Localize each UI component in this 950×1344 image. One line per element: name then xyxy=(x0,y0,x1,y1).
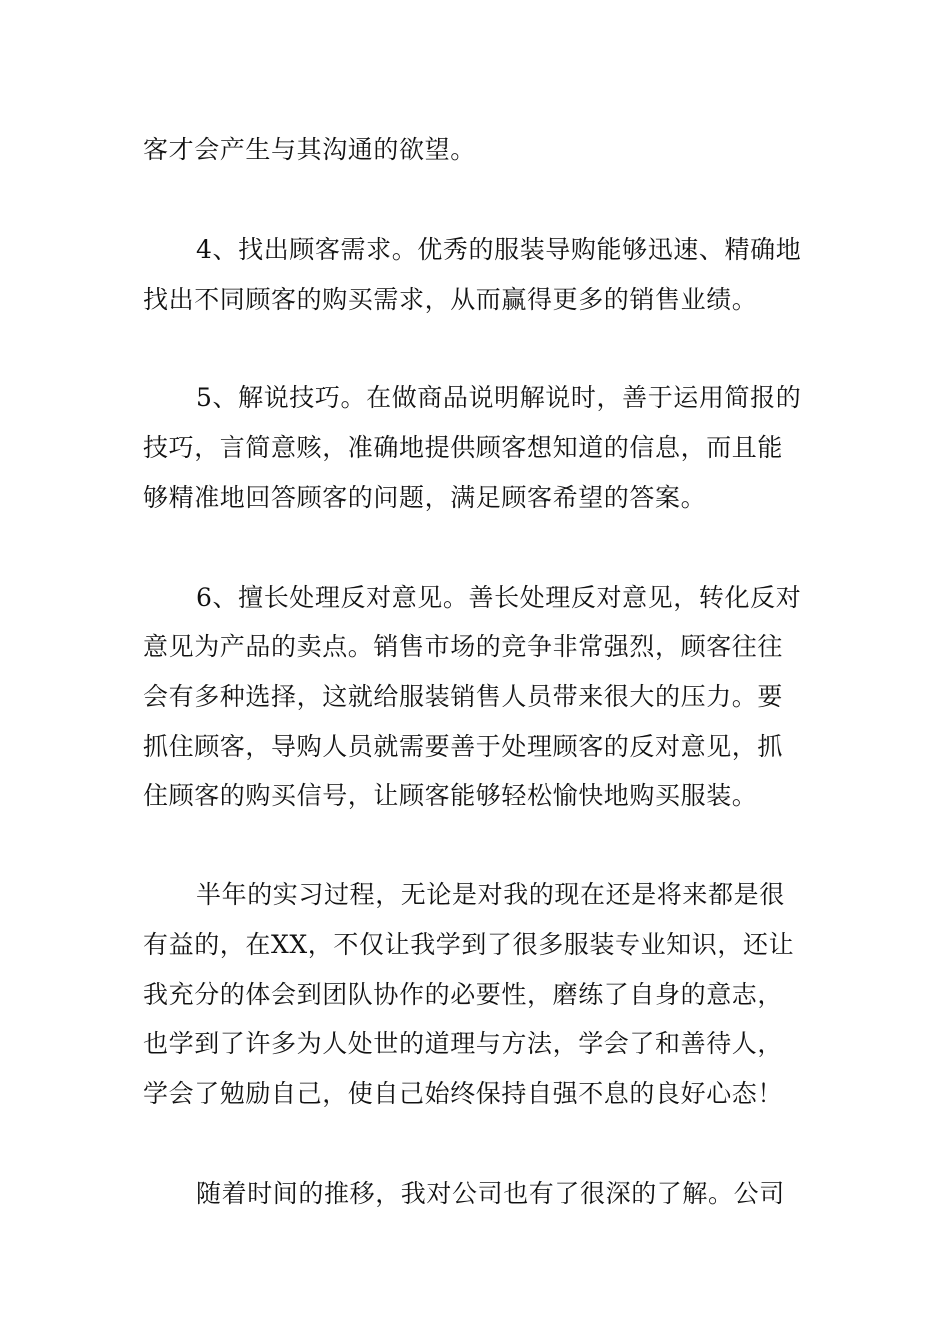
text-line: 意见为产品的卖点。销售市场的竞争非常强烈，顾客往往 xyxy=(143,632,784,661)
text-line: 5、解说技巧。在做商品说明解说时，善于运用简报的 xyxy=(196,383,802,412)
text-line: 学会了勉励自己，使自己始终保持自强不息的良好心态！ xyxy=(143,1079,784,1108)
text-line: 够精准地回答顾客的问题，满足顾客希望的答案。 xyxy=(143,483,707,512)
text-line: 半年的实习过程，无论是对我的现在还是将来都是很 xyxy=(196,880,785,909)
text-line: 有益的，在XX，不仅让我学到了很多服装专业知识，还让 xyxy=(143,930,795,959)
text-line: 找出不同顾客的购买需求，从而赢得更多的销售业绩。 xyxy=(143,285,758,314)
text-line: 我充分的体会到团队协作的必要性，磨练了自身的意志， xyxy=(143,980,784,1009)
text-line: 4、找出顾客需求。优秀的服装导购能够迅速、精确地 xyxy=(196,235,802,264)
text-line: 随着时间的推移，我对公司也有了很深的了解。公司 xyxy=(196,1179,785,1208)
text-line: 也学到了许多为人处世的道理与方法，学会了和善待人， xyxy=(143,1029,784,1058)
text-line: 客才会产生与其沟通的欲望。 xyxy=(143,135,476,164)
text-line: 会有多种选择，这就给服装销售人员带来很大的压力。要 xyxy=(143,682,784,711)
text-line: 6、擅长处理反对意见。善长处理反对意见，转化反对 xyxy=(196,583,802,612)
text-line: 抓住顾客，导购人员就需要善于处理顾客的反对意见，抓 xyxy=(143,732,784,761)
text-line: 技巧，言简意赅，准确地提供顾客想知道的信息，而且能 xyxy=(143,433,784,462)
text-line: 住顾客的购买信号，让顾客能够轻松愉快地购买服装。 xyxy=(143,781,758,810)
